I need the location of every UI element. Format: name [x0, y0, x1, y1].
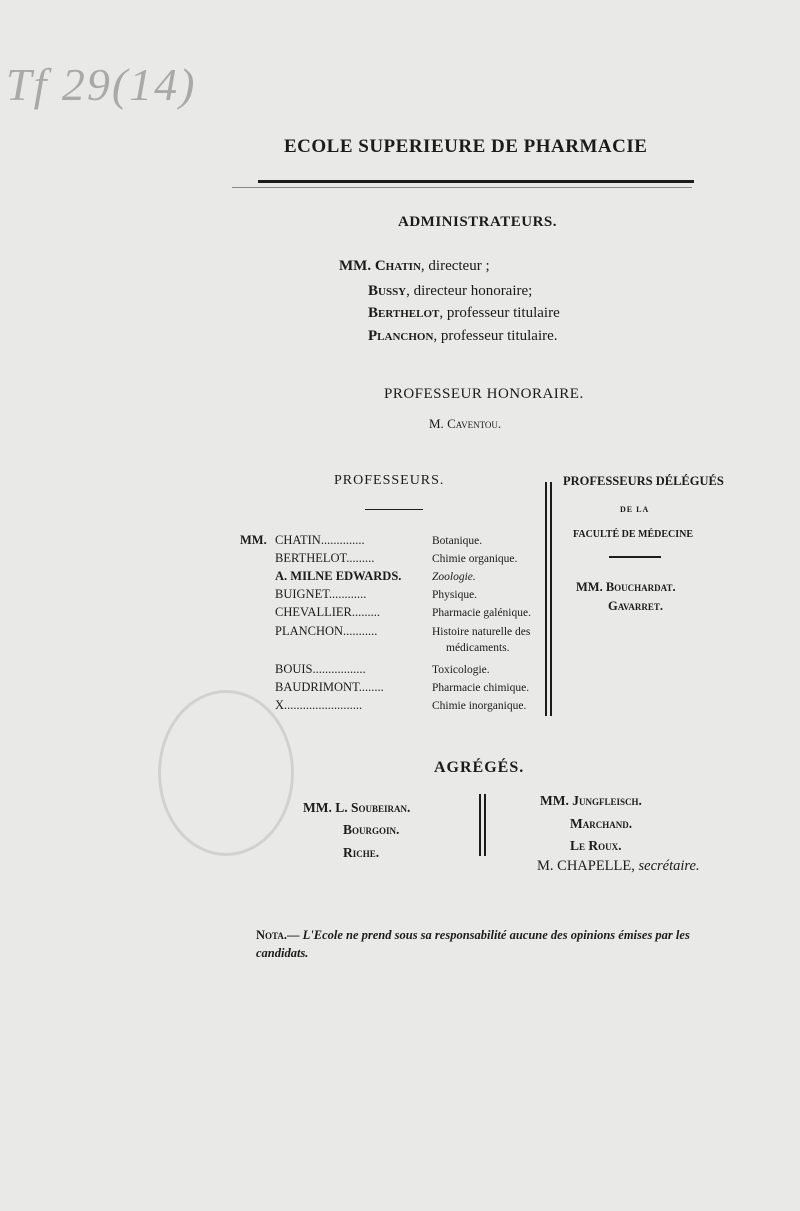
- professor-name: A. MILNE EDWARDS.: [275, 569, 402, 583]
- title-rule: [258, 180, 694, 183]
- professor-subject: Physique.: [432, 589, 478, 601]
- honorary-name: Caventou.: [447, 416, 502, 431]
- admin-name: Chatin: [374, 258, 421, 274]
- admin-name: Bussy: [368, 283, 407, 299]
- professor-subject: Zoologie.: [432, 571, 476, 583]
- professor-subject: Histoire naturelle des: [432, 626, 531, 638]
- title-rule-thin: [232, 187, 692, 188]
- professor-name: BERTHELOT.........: [275, 551, 375, 565]
- professor-name: BUIGNET............: [275, 587, 367, 601]
- professor-name: CHATIN..............: [275, 533, 365, 547]
- agreges-divider-left: [479, 794, 481, 856]
- professor-subject: Chimie inorganique.: [432, 700, 527, 712]
- agreges-heading: AGRÉGÉS.: [434, 759, 525, 776]
- professor-subject: Chimie organique.: [432, 553, 518, 565]
- admin-role: , professeur titulaire.: [433, 328, 558, 344]
- admin-role: , professeur titulaire: [439, 305, 560, 321]
- library-shelfmark: Tf 29(14): [6, 59, 197, 110]
- admin-entry-3: [368, 305, 560, 322]
- professor-subject: Pharmacie chimique.: [432, 682, 530, 694]
- agrege-right-3: Le Roux.: [570, 838, 622, 853]
- column-divider-right: [550, 482, 552, 716]
- admin-name: Berthelot: [368, 305, 440, 321]
- professor-name: CHEVALLIER.........: [275, 605, 380, 619]
- professor-name: X.........................: [275, 698, 363, 712]
- administrators-heading: ADMINISTRATEURS.: [398, 214, 557, 230]
- honorary-prefix: M.: [429, 416, 444, 431]
- agrege-left-2: Bourgoin.: [343, 822, 400, 837]
- nota-line-2: candidats.: [256, 946, 309, 960]
- professor-subject: Toxicologie.: [432, 664, 490, 676]
- agrege-left-3: Riche.: [343, 845, 380, 860]
- delegates-heading: PROFESSEURS DÉLÉGUÉS: [563, 474, 724, 488]
- secretary-name: M. CHAPELLE,: [537, 858, 639, 874]
- agrege-left-1: MM. L. Soubeiran.: [303, 800, 411, 815]
- delegate-name: Gavarret.: [608, 599, 664, 613]
- page-title: ECOLE SUPERIEURE DE PHARMACIE: [284, 136, 648, 157]
- professor-subject-continued: médicaments.: [446, 642, 510, 654]
- delegates-line2: DE LA: [620, 505, 650, 514]
- delegate-name: MM. Bouchardat.: [576, 580, 676, 594]
- professor-name: PLANCHON...........: [275, 624, 378, 638]
- secretary-entry: [537, 858, 700, 875]
- admin-role: , directeur honoraire;: [406, 283, 533, 299]
- professor-name: BOUIS.................: [275, 662, 366, 676]
- agreges-divider-right: [484, 794, 486, 856]
- delegates-rule: [609, 556, 661, 558]
- nota-label: Nota.—: [256, 928, 300, 942]
- honorary-entry: [429, 416, 501, 432]
- agrege-right-2: Marchand.: [570, 816, 633, 831]
- column-divider-left: [545, 482, 547, 716]
- admin-entry-4: [368, 328, 558, 345]
- admin-name: Planchon: [368, 328, 434, 344]
- admin-entry-1: [339, 258, 490, 275]
- professor-subject: Pharmacie galénique.: [432, 607, 531, 619]
- nota-line-1: [256, 928, 690, 943]
- professors-heading: PROFESSEURS.: [334, 473, 445, 488]
- admin-role: , directeur ;: [420, 258, 490, 274]
- nota-text: L'Ecole ne prend sous sa responsabilité aucune des opinions émises par les: [299, 928, 690, 942]
- admin-prefix: MM.: [339, 258, 372, 274]
- professors-prefix: MM.: [240, 533, 267, 547]
- library-stamp-icon: [158, 690, 294, 856]
- honorary-heading: PROFESSEUR HONORAIRE.: [384, 386, 584, 402]
- professors-rule: [365, 509, 423, 510]
- professor-subject: Botanique.: [432, 535, 483, 547]
- secretary-role: secrétaire.: [638, 858, 700, 874]
- agrege-right-1: MM. Jungfleisch.: [540, 793, 642, 808]
- delegates-faculty: FACULTÉ DE MÉDECINE: [573, 529, 694, 540]
- admin-entry-2: [368, 283, 532, 300]
- professor-name: BAUDRIMONT........: [275, 680, 384, 694]
